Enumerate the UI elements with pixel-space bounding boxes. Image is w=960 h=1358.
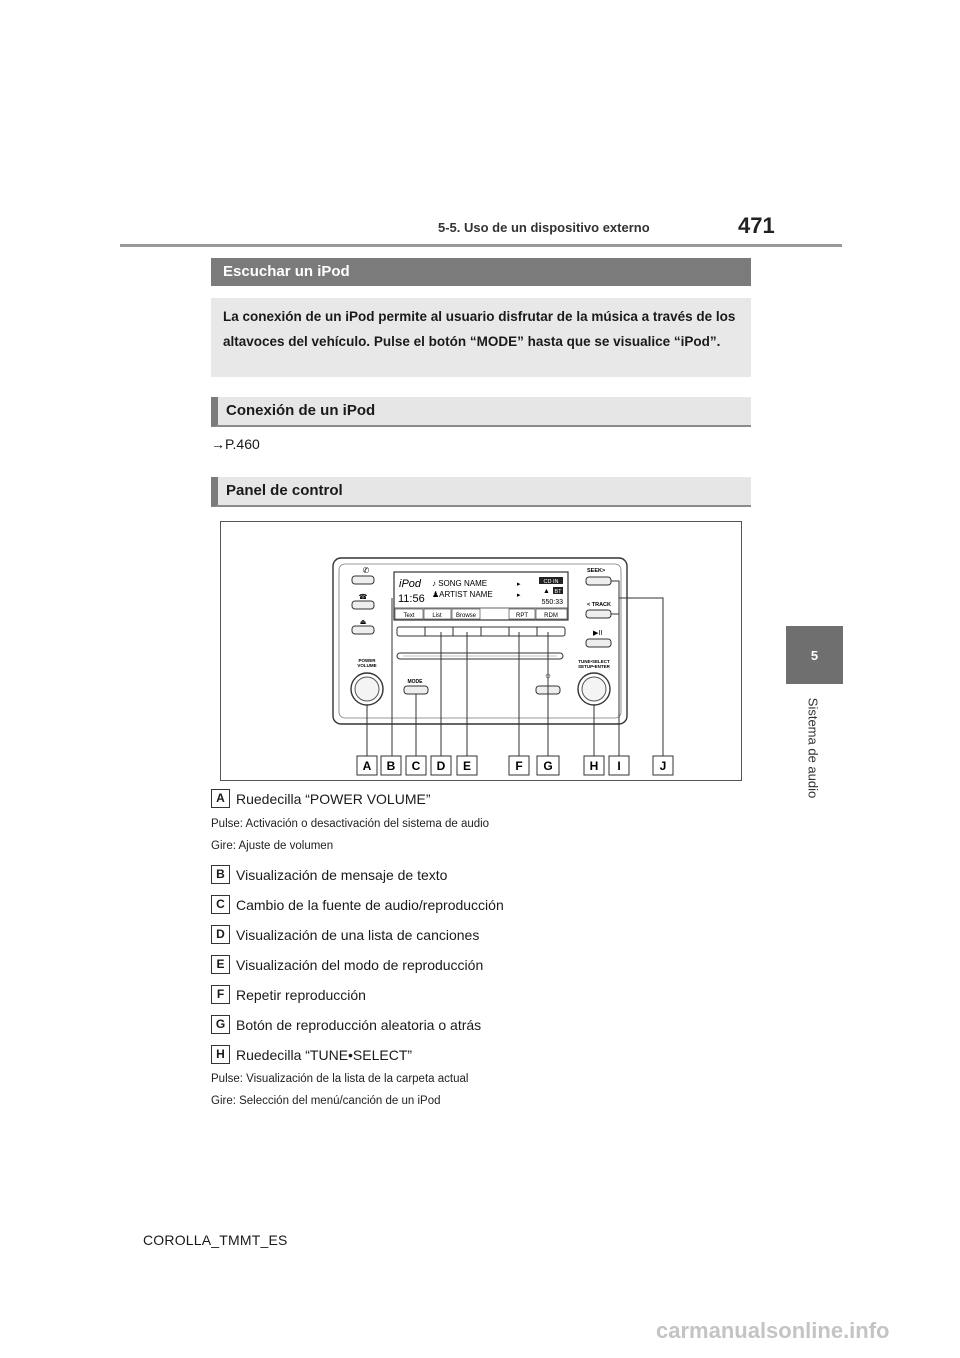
note-text: Pulse: Visualización de la lista de la carpeta actual xyxy=(211,1073,469,1085)
item-letter: B xyxy=(211,865,230,884)
signal-icon: ▲ xyxy=(543,588,550,595)
callout-j-text: J xyxy=(659,759,667,773)
intro-text: La conexión de un iPod permite al usuario disfrutar de la música a través de los altavoces del vehículo. Pulse el botón “MODE” hasta que se visualice “iPod”. xyxy=(223,309,736,349)
hangup-icon: ☎ xyxy=(358,594,368,601)
item-text: Cambio de la fuente de audio/reproducción xyxy=(236,896,504,913)
item-letter: D xyxy=(211,925,230,944)
chapter-label-text: Sistema de audio xyxy=(805,697,821,799)
phone-icon: ✆ xyxy=(362,566,370,575)
callout-b-text: B xyxy=(386,759,396,773)
list-item xyxy=(211,1015,481,1034)
seek-label: SEEK> xyxy=(587,568,606,574)
knob-left-label-2: VOLUME xyxy=(357,663,377,668)
subsection-panel: Panel de control xyxy=(211,477,751,507)
footer-code: COROLLA_TMMT_ES xyxy=(143,1232,288,1248)
callout-c-text: C xyxy=(411,759,421,773)
knob-right-label-1: TUNE•SELECT xyxy=(578,659,610,664)
callout-e-text: E xyxy=(462,759,472,773)
note-text: Gire: Ajuste de volumen xyxy=(211,840,334,852)
seek-button xyxy=(586,577,611,585)
hangup-button xyxy=(352,601,374,609)
intro-box xyxy=(211,298,751,377)
note-text: Pulse: Activación o desactivación del sistema de audio xyxy=(211,818,490,830)
control-panel-diagram xyxy=(221,522,741,780)
section-title: Escuchar un iPod xyxy=(211,258,751,286)
mode-button xyxy=(404,686,428,694)
page-number: 471 xyxy=(738,213,775,238)
item-text: Visualización de mensaje de texto xyxy=(236,866,448,883)
list-item xyxy=(211,789,431,808)
soft-key-text-label: Text xyxy=(403,613,415,619)
watermark: carmanualsonline.info xyxy=(656,1318,890,1343)
callout-i-text: I xyxy=(617,759,621,773)
track-label: < TRACK xyxy=(587,602,611,608)
list-item xyxy=(211,985,366,1004)
knob-left-label-1: POWER xyxy=(358,658,376,663)
chapter-label xyxy=(803,688,823,808)
list-item xyxy=(211,865,447,884)
callout-d-text: D xyxy=(436,759,446,773)
track-button xyxy=(586,610,611,618)
page-reference: →P.460 xyxy=(211,436,260,452)
item-text: Ruedecilla “TUNE•SELECT” xyxy=(236,1046,413,1063)
mode-label: MODE xyxy=(407,679,423,685)
tune-select-knob-inner xyxy=(582,677,606,701)
callout-labels xyxy=(357,756,673,775)
display-arrow-2: ▸ xyxy=(517,592,521,599)
soft-key-browse-label: Browse xyxy=(455,613,477,619)
list-item xyxy=(211,895,504,914)
display-counter: 550:33 xyxy=(541,599,563,606)
item-text: Botón de reproducción aleatoria o atrás xyxy=(236,1016,482,1033)
note-text: Gire: Selección del menú/canción de un iPod xyxy=(211,1095,441,1107)
callout-f-text: F xyxy=(515,759,523,773)
phone-button xyxy=(352,576,374,584)
callout-g-text: G xyxy=(543,759,553,773)
eject-button xyxy=(352,626,374,634)
item-letter: A xyxy=(211,789,230,808)
list-item xyxy=(211,925,479,944)
sun-icon: ☼ xyxy=(543,670,553,680)
display-song: ♪ SONG NAME xyxy=(432,579,488,588)
cd-in-text: CD IN xyxy=(543,579,559,585)
section-header: 5-5. Uso de un dispositivo externo xyxy=(438,220,650,235)
display-time: 11:56 xyxy=(398,593,425,605)
item-text: Repetir reproducción xyxy=(236,986,366,1003)
bt-text: BT xyxy=(554,589,562,595)
eject-icon: ⏏ xyxy=(359,619,367,626)
knob-right-label-2: SETUP•ENTER xyxy=(578,664,610,669)
display-artist: ♟ARTIST NAME xyxy=(432,590,493,599)
item-text: Ruedecilla “POWER VOLUME” xyxy=(236,790,431,807)
item-text: Visualización de una lista de canciones xyxy=(236,926,480,943)
soft-key-list-label: List xyxy=(432,613,442,619)
play-pause-icon: ▶II xyxy=(593,630,603,637)
header-rule xyxy=(120,244,842,247)
chapter-tab: 5 xyxy=(786,626,843,684)
item-letter: F xyxy=(211,985,230,1004)
play-pause-button xyxy=(586,639,611,647)
soft-key-rpt-label: RPT xyxy=(516,613,528,619)
item-letter: E xyxy=(211,955,230,974)
list-item xyxy=(211,955,483,974)
control-panel-figure xyxy=(220,521,742,781)
power-volume-knob-inner xyxy=(355,677,379,701)
subsection-connection: Conexión de un iPod xyxy=(211,397,751,427)
item-letter: C xyxy=(211,895,230,914)
item-letter: H xyxy=(211,1045,230,1064)
display-arrow-1: ▸ xyxy=(517,581,521,588)
callout-h-text: H xyxy=(589,759,599,773)
item-text: Visualización del modo de reproducción xyxy=(236,956,484,973)
display-source: iPod xyxy=(399,578,422,590)
list-item xyxy=(211,1045,412,1064)
soft-key-rdm-label: RDM xyxy=(544,613,558,619)
callout-a-text: A xyxy=(362,759,372,773)
item-letter: G xyxy=(211,1015,230,1034)
